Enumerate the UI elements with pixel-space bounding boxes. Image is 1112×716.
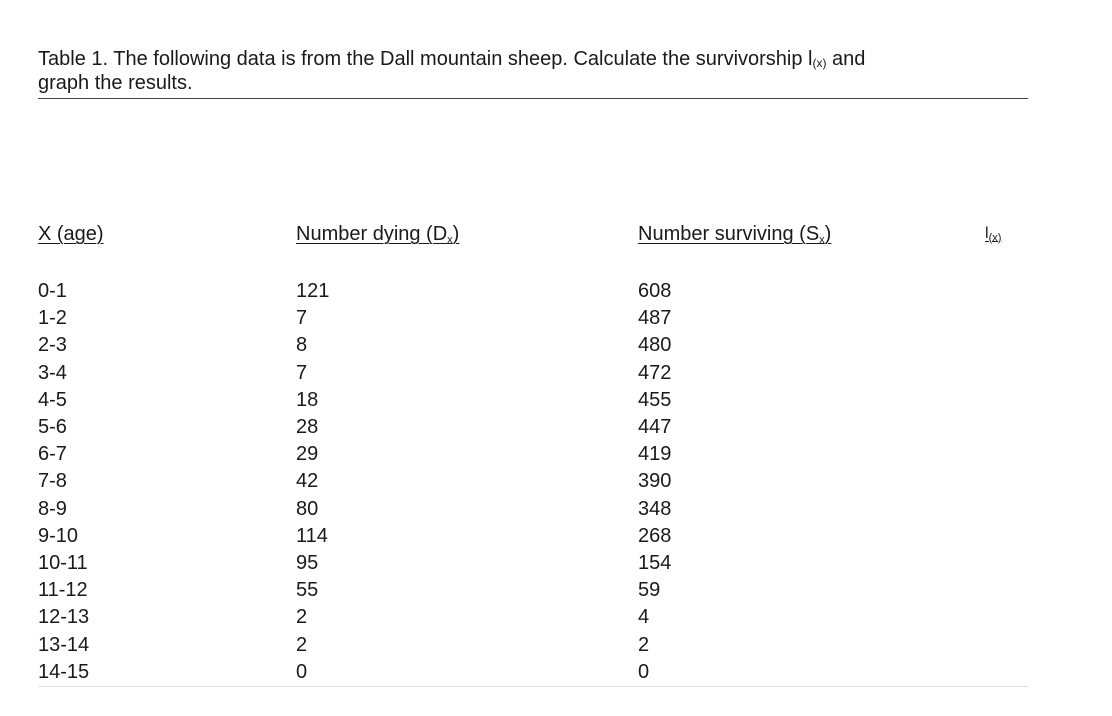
dying-cell: 80 [296,497,319,520]
age-cell: 10-11 [38,552,88,575]
age-cell: 1-2 [38,307,67,330]
age-cell: 8-9 [38,497,67,520]
caption-lx-subscript: (x) [812,56,827,70]
surviving-cell: 154 [638,552,672,575]
header-dying-suffix: ) [452,223,460,245]
age-cell: 2-3 [38,334,67,357]
surviving-cell: 455 [638,388,672,411]
caption-line1-prefix: Table 1. The following data is from the Dall mountain sheep. Calculate the survivorship l [38,48,813,70]
header-dying-subscript: x [447,234,453,246]
caption-line2: graph the results. [38,72,193,94]
header-age-label: X (age) [38,223,104,245]
age-cell: 6-7 [38,443,67,466]
header-surviving-suffix: ) [824,223,832,245]
age-cell: 11-12 [38,579,88,602]
surviving-cell: 419 [638,443,672,466]
header-survivorship [985,222,1001,247]
dying-cell: 42 [296,470,319,493]
surviving-cell: 0 [638,660,650,683]
dying-cell: 28 [296,416,319,439]
age-cell: 9-10 [38,524,79,547]
dying-cell: 114 [296,524,328,547]
header-number-dying [296,222,459,249]
age-cell: 7-8 [38,470,67,493]
surviving-cell: 390 [638,470,672,493]
dying-cell: 121 [296,280,330,302]
surviving-cell: 472 [638,361,672,384]
surviving-column [638,278,671,686]
surviving-cell: 608 [638,280,672,302]
surviving-cell: 59 [638,579,661,602]
dying-cell: 0 [296,660,308,683]
age-cell: 14-15 [38,660,90,683]
surviving-cell: 447 [638,416,672,439]
header-dying-prefix: Number dying (D [296,223,448,245]
surviving-cell: 348 [638,497,672,520]
table-caption [38,48,1028,94]
dying-cell: 18 [296,388,319,411]
header-lx-main: l [985,225,989,242]
surviving-cell: 480 [638,334,672,357]
header-surviving-subscript: x [819,234,825,246]
age-cell: 3-4 [38,361,67,384]
dying-cell: 7 [296,307,308,330]
dying-cell: 8 [296,334,308,357]
header-lx-subscript: (x) [988,232,1002,244]
dying-cell: 29 [296,443,319,466]
caption-divider [38,98,1028,99]
age-cell: 12-13 [38,606,90,629]
age-cell: 0-1 [38,280,67,302]
age-cell: 4-5 [38,388,67,411]
dying-cell: 2 [296,606,308,629]
dying-cell: 7 [296,361,308,384]
table-bottom-divider [38,686,1028,687]
dying-column [296,278,329,686]
surviving-cell: 268 [638,524,672,547]
age-column [38,278,89,686]
age-cell: 5-6 [38,416,67,439]
header-number-surviving [638,222,831,249]
dying-cell: 2 [296,633,308,656]
dying-cell: 55 [296,579,319,602]
surviving-cell: 487 [638,307,672,330]
caption-line1-suffix: and [826,48,866,70]
dying-cell: 95 [296,552,319,575]
surviving-cell: 2 [638,633,650,656]
header-age [38,222,104,246]
age-cell: 13-14 [38,633,90,656]
surviving-cell: 4 [638,606,650,629]
header-surviving-prefix: Number surviving (S [638,223,820,245]
